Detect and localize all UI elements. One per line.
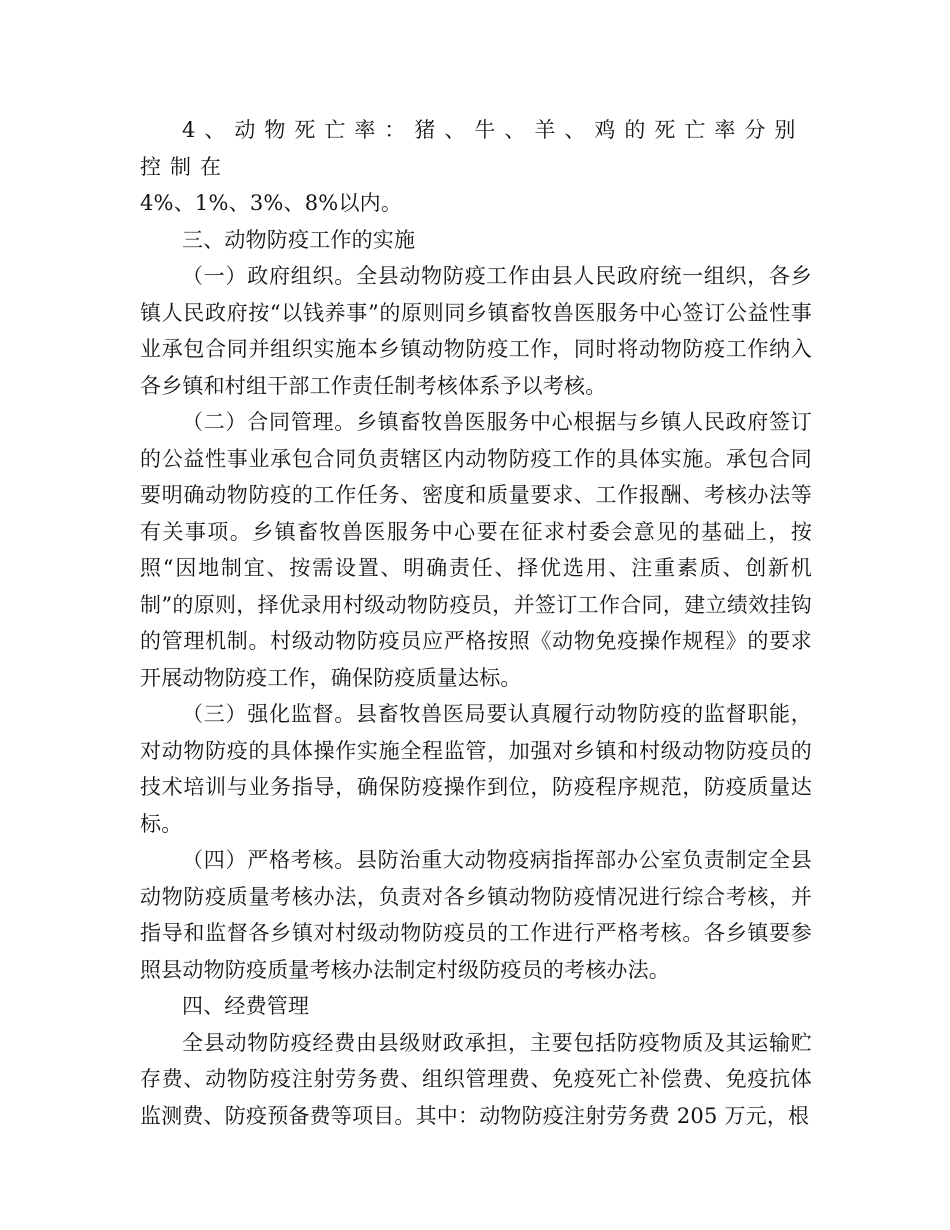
- paragraph-strict-assessment: （四）严格考核。县防治重大动物疫病指挥部办公室负责制定全县动物防疫质量考核办法，负责对各乡镇动物防疫情况进行综合考核，并指导和监督各乡镇对村级动物防疫员的工作进行严格考核。各乡镇要参照县动物防疫质量考核办法制定村级防疫员的考核办法。: [140, 848, 812, 982]
- item-4-mortality-line2: 4%、1%、3%、8%以内。: [140, 191, 403, 215]
- document-body: [140, 112, 812, 1134]
- item-4-mortality-line1: 4、动物死亡率：猪、牛、羊、鸡的死亡率分别控制在: [140, 118, 805, 179]
- paragraph-government-organization: （一）政府组织。全县动物防疫工作由县人民政府统一组织，各乡镇人民政府按“以钱养事”的原则同乡镇畜牧兽医服务中心签订公益性事业承包合同并组织实施本乡镇动物防疫工作，同时将动物防疫工作纳入各乡镇和村组干部工作责任制考核体系予以考核。: [140, 264, 812, 398]
- section-3-heading: 三、动物防疫工作的实施: [182, 227, 416, 252]
- section-4-heading: 四、经费管理: [182, 994, 310, 1018]
- paragraph-contract-management: （二）合同管理。乡镇畜牧兽医服务中心根据与乡镇人民政府签订的公益性事业承包合同负责辖区内动物防疫工作的具体实施。承包合同要明确动物防疫的工作任务、密度和质量要求、工作报酬、考核办法等有关事项。乡镇畜牧兽医服务中心要在征求村委会意见的基础上，按照“因地制宜、按需设置、明确责任、择优选用、注重素质、创新机制”的原则，择优录用村级动物防疫员，并签订工作合同，建立绩效挂钩的管理机制。村级动物防疫员应严格按照《动物免疫操作规程》的要求开展动物防疫工作，确保防疫质量达标。: [140, 410, 812, 690]
- paragraph-funding: 全县动物防疫经费由县级财政承担，主要包括防疫物质及其运输贮存费、动物防疫注射劳务费、组织管理费、免疫死亡补偿费、免疫抗体监测费、防疫预备费等项目。其中：动物防疫注射劳务费 205 万元，根: [140, 1030, 812, 1128]
- paragraph-strengthen-supervision: （三）强化监督。县畜牧兽医局要认真履行动物防疫的监督职能，对动物防疫的具体操作实施全程监管，加强对乡镇和村级动物防疫员的技术培训与业务指导，确保防疫操作到位，防疫程序规范，防疫质量达标。: [140, 702, 812, 836]
